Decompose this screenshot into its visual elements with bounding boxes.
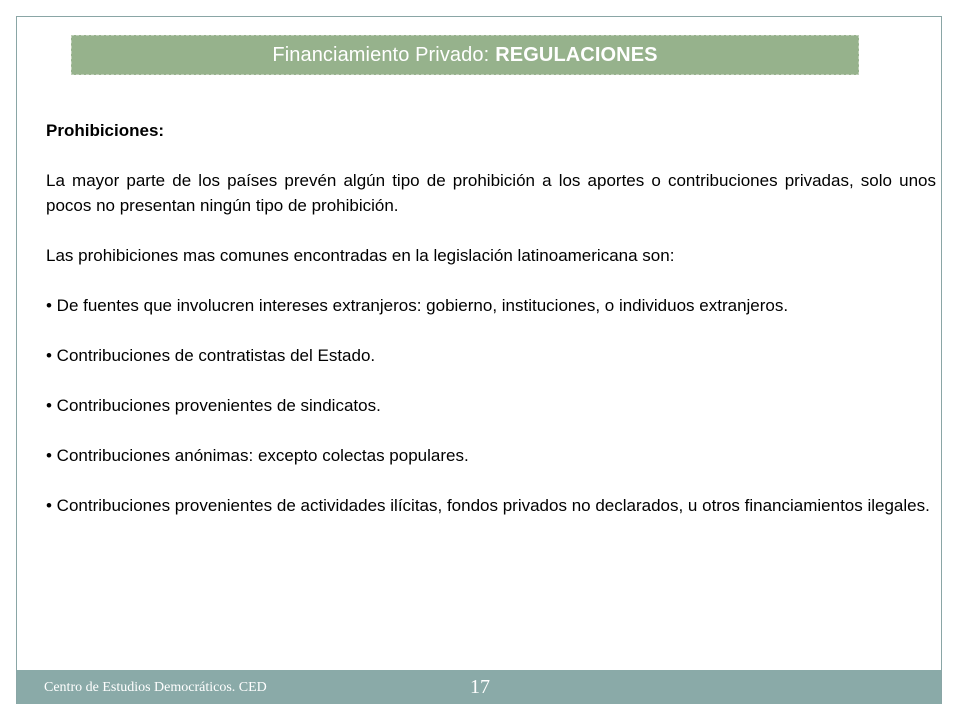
bullet-item-foreign: • De fuentes que involucren intereses extranjeros: gobierno, instituciones, o individuos extranjeros. bbox=[46, 296, 789, 315]
paragraph-list-intro: Las prohibiciones mas comunes encontradas en la legislación latinoamericana son: bbox=[46, 246, 675, 265]
page-number: 17 bbox=[470, 676, 490, 698]
footer-organization: Centro de Estudios Democráticos. CED bbox=[44, 680, 267, 695]
bullet-item-illicit: • Contribuciones provenientes de actividades ilícitas, fondos privados no declarados, u otros financiamientos ilegales. bbox=[46, 496, 930, 515]
slide-content bbox=[46, 118, 936, 543]
title-text: Financiamiento Privado: bbox=[272, 43, 490, 66]
title-emphasis: REGULACIONES bbox=[495, 43, 658, 66]
bullet-item-contractors: • Contribuciones de contratistas del Estado. bbox=[46, 346, 376, 365]
bullet-item-unions: • Contribuciones provenientes de sindicatos. bbox=[46, 396, 381, 415]
paragraph-intro: La mayor parte de los países prevén algún tipo de prohibición a los aportes o contribuciones privadas, solo unos pocos no presentan ningún tipo de prohibición. bbox=[46, 171, 936, 215]
title-bar bbox=[71, 35, 859, 75]
section-heading: Prohibiciones: bbox=[46, 121, 165, 140]
bullet-item-anonymous: • Contribuciones anónimas: excepto colectas populares. bbox=[46, 446, 469, 465]
